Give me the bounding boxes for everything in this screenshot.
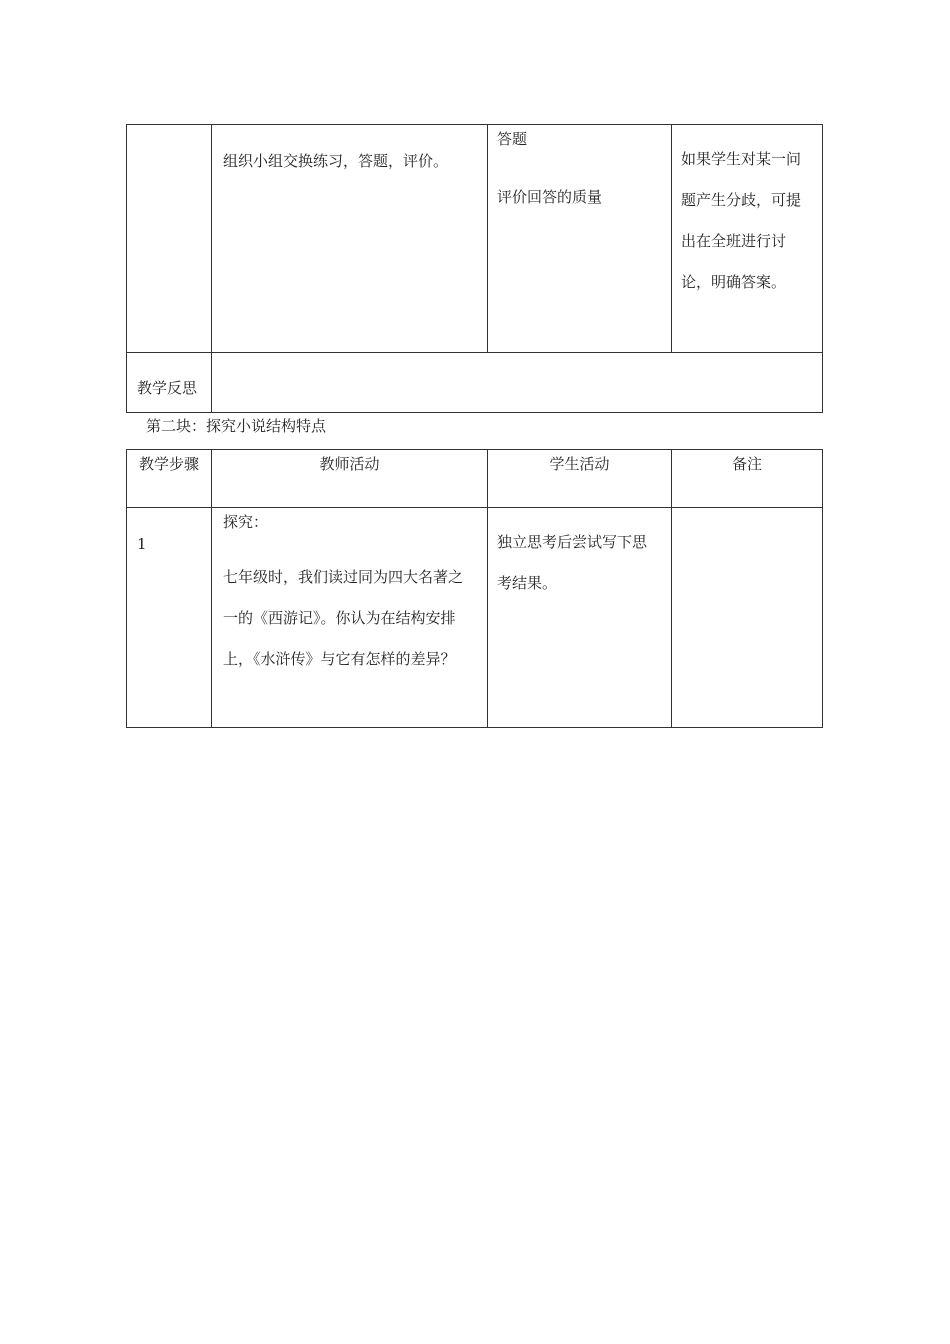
table1-student-activity-line-1: 答题 — [497, 130, 528, 148]
table2-row1-step: 1 — [137, 535, 147, 553]
table2-row1-student-activity: 独立思考后尝试写下思考结果。 — [497, 533, 648, 592]
table1-col-divider-3 — [671, 125, 672, 352]
table2-header-divider — [127, 507, 822, 508]
table2-col-divider-3 — [671, 450, 672, 727]
table2-header-teacher-activity: 教师活动 — [319, 455, 380, 473]
table2-header-step: 教学步骤 — [138, 455, 199, 473]
lesson-table-1 — [126, 124, 823, 413]
table1-col-divider-2 — [487, 125, 488, 352]
table1-note: 如果学生对某一问题产生分歧，可提出在全班进行讨论，明确答案。 — [681, 150, 802, 291]
table2-header-student-activity: 学生活动 — [549, 455, 610, 473]
table2-row1-teacher-body: 七年级时，我们读过同为四大名著之一的《西游记》。你认为在结构安排上，《水浒传》与它有怎样的差异？ — [223, 568, 464, 668]
table1-student-activity-line-2: 评价回答的质量 — [497, 188, 603, 206]
table2-header-note: 备注 — [731, 455, 762, 473]
section2-title: 第二块：探究小说结构特点 — [146, 417, 327, 435]
table1-row-divider — [127, 352, 822, 353]
table2-row1-teacher-heading: 探究： — [223, 513, 269, 531]
table1-reflection-label: 教学反思 — [137, 379, 198, 397]
table1-teacher-activity: 组织小组交换练习，答题，评价。 — [223, 152, 449, 170]
table2-col-divider-2 — [487, 450, 488, 727]
lesson-table-2 — [126, 449, 823, 728]
table1-reflection-divider — [211, 352, 212, 412]
table2-col-divider-1 — [211, 450, 212, 727]
table1-col-divider-1 — [211, 125, 212, 352]
